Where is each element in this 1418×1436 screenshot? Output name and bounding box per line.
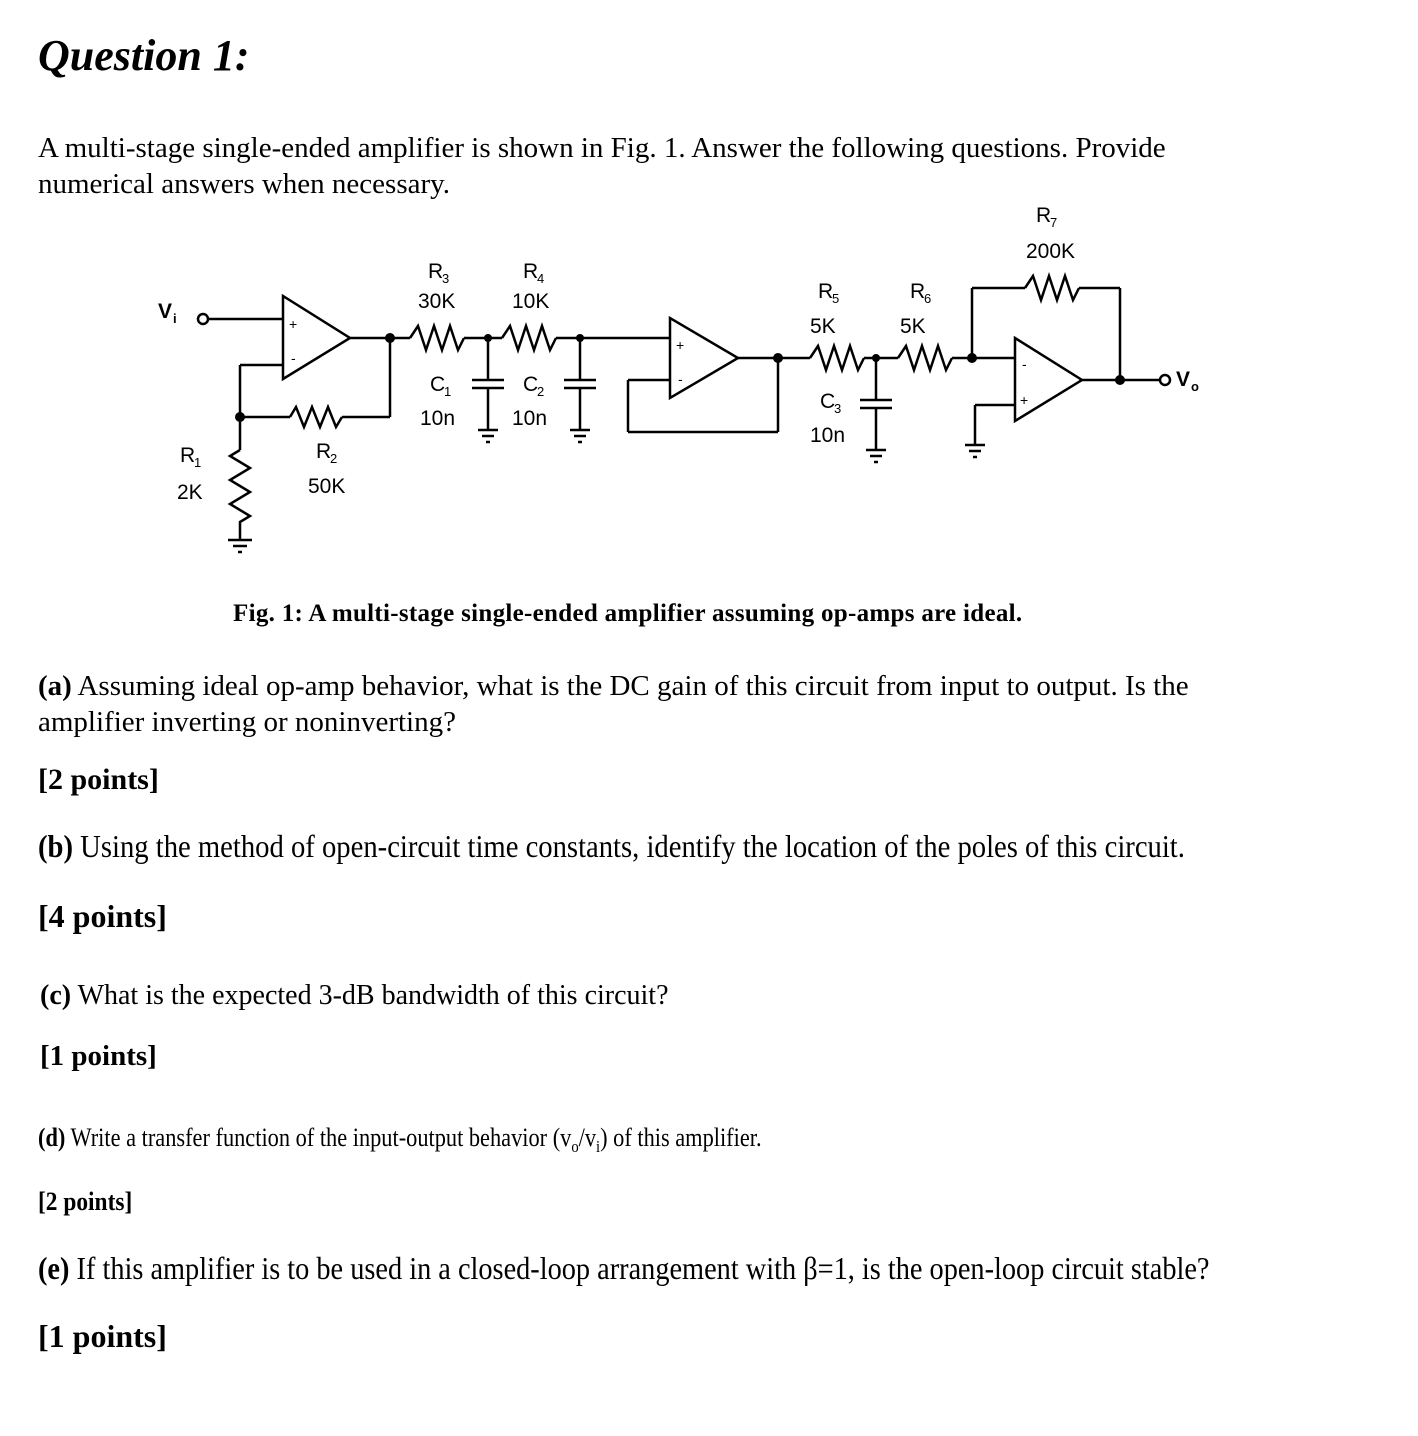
c2-label: C <box>523 373 539 396</box>
r2-subscript: 2 <box>330 451 338 466</box>
intro-line-2: numerical answers when necessary. <box>38 168 451 200</box>
intro-line-1: A multi-stage single-ended amplifier is shown in Fig. 1. Answer the following questions. Provide <box>38 132 1166 164</box>
r4-subscript: 4 <box>537 271 545 286</box>
r4-value: 10K <box>512 290 550 313</box>
question-d-label: (d) <box>38 1123 66 1152</box>
opamp-1-minus: - <box>291 350 296 366</box>
capacitor-c2 <box>564 338 596 442</box>
r5-value: 5K <box>810 315 836 338</box>
vo-subscript: o <box>1191 379 1199 394</box>
question-b <box>38 828 1185 865</box>
resistor-r1 <box>230 450 250 540</box>
question-d-slash: /v <box>578 1123 597 1152</box>
r3-value: 30K <box>418 290 456 313</box>
input-terminal <box>198 314 283 324</box>
question-a-label: (a) <box>38 670 72 702</box>
question-d-sub-o: o <box>571 1137 579 1157</box>
question-a <box>38 668 1189 740</box>
opamp-2-minus: - <box>678 371 683 387</box>
question-e <box>38 1250 1209 1287</box>
opamp-2-plus: + <box>676 337 685 353</box>
r1-value: 2K <box>177 481 203 504</box>
intro-paragraph <box>38 130 1166 202</box>
question-e-points: [1 points] <box>38 1318 167 1354</box>
r3-subscript: 3 <box>442 271 450 286</box>
r1-label: R <box>180 444 196 467</box>
capacitor-c1 <box>472 338 504 442</box>
vo-label: V <box>1176 368 1191 391</box>
resistor-r7 <box>1025 276 1079 300</box>
r2-label: R <box>316 440 332 463</box>
circuit-schematic <box>0 195 1418 565</box>
question-d-sub-i: i <box>596 1137 601 1157</box>
r7-label: R <box>1036 204 1052 227</box>
opamp-3-minus: - <box>1022 356 1027 372</box>
resistor-r2 <box>290 407 342 427</box>
vi-label: V <box>158 300 173 323</box>
capacitor-c3 <box>860 358 892 462</box>
c1-subscript: 1 <box>444 384 452 399</box>
r6-subscript: 6 <box>924 291 932 306</box>
resistor-r5 <box>810 346 864 370</box>
output-terminal <box>1160 375 1170 385</box>
question-a-line-1: Assuming ideal op-amp behavior, what is the DC gain of this circuit from input to output. Is the <box>71 670 1189 702</box>
r7-subscript: 7 <box>1050 215 1058 230</box>
question-a-points: [2 points] <box>38 763 159 796</box>
r4-label: R <box>523 260 539 283</box>
question-a-line-2: amplifier inverting or noninverting? <box>38 706 456 738</box>
ground-opamp-3 <box>965 445 985 457</box>
c3-subscript: 3 <box>834 401 842 416</box>
c2-value: 10n <box>512 407 548 430</box>
question-b-text: Using the method of open-circuit time constants, identify the location of the poles of this circuit. <box>73 828 1185 864</box>
question-d-text-pre: Write a transfer function of the input-output behavior (v <box>65 1123 572 1152</box>
opamp-3 <box>1015 338 1082 421</box>
c3-value: 10n <box>810 424 846 447</box>
question-c-label: (c) <box>40 980 72 1011</box>
question-d-points: [2 points] <box>38 1187 133 1216</box>
r7-value: 200K <box>1026 240 1076 263</box>
r1-subscript: 1 <box>194 455 202 470</box>
question-c <box>40 980 669 1012</box>
question-d-text-post: ) of this amplifier. <box>600 1123 762 1152</box>
r2-value: 50K <box>308 475 346 498</box>
opamp-1 <box>283 296 350 379</box>
resistor-r4 <box>502 326 556 350</box>
opamp-3-plus: + <box>1020 392 1029 408</box>
resistor-r3 <box>410 326 464 350</box>
ground-r1 <box>228 540 252 552</box>
question-e-label: (e) <box>38 1250 70 1286</box>
question-c-points: [1 points] <box>40 1040 157 1072</box>
r5-subscript: 5 <box>832 291 840 306</box>
resistor-r6 <box>898 346 952 370</box>
r3-label: R <box>428 260 444 283</box>
figure-caption: Fig. 1: A multi-stage single-ended amplifier assuming op-amps are ideal. <box>233 600 1023 627</box>
c2-subscript: 2 <box>537 384 545 399</box>
question-e-text: If this amplifier is to be used in a closed-loop arrangement with β=1, is the open-loop circuit stable? <box>69 1250 1210 1286</box>
question-b-points: [4 points] <box>38 898 167 934</box>
question-c-text: What is the expected 3-dB bandwidth of this circuit? <box>71 980 669 1011</box>
opamp-1-plus: + <box>289 316 298 332</box>
vi-subscript: i <box>173 311 177 326</box>
question-title: Question 1: <box>38 31 250 80</box>
c1-value: 10n <box>420 407 456 430</box>
question-d <box>38 1123 762 1157</box>
r5-label: R <box>818 280 834 303</box>
r6-label: R <box>910 280 926 303</box>
c1-label: C <box>430 373 446 396</box>
question-b-label: (b) <box>38 828 74 864</box>
r6-value: 5K <box>900 315 926 338</box>
c3-label: C <box>820 390 836 413</box>
